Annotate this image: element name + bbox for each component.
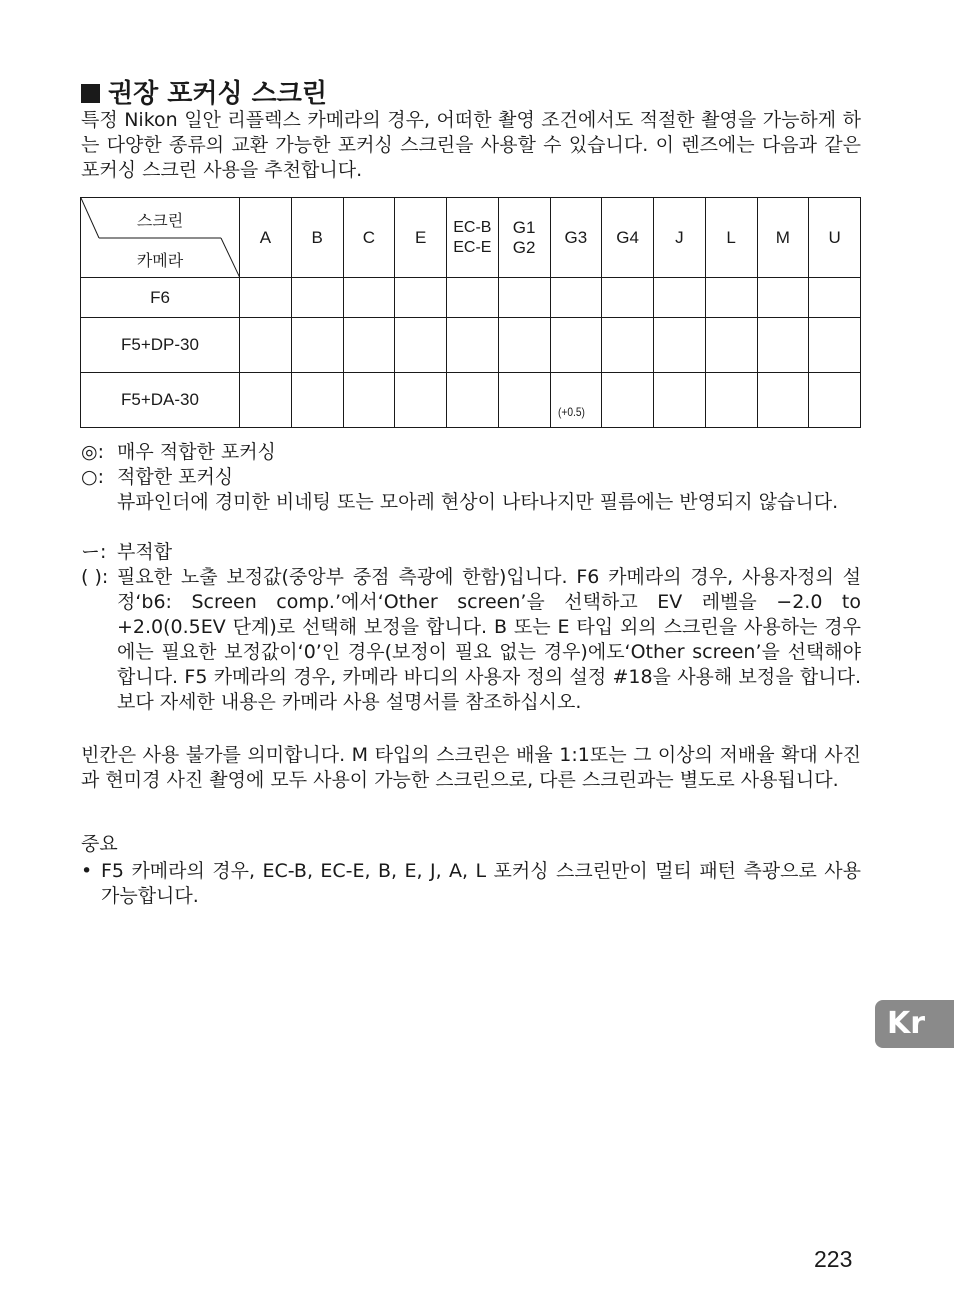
- important-item-text: F5 카메라의 경우, EC-B, EC-E, B, E, J, A, L 포커싱 스크린만이 멀티 패턴 측광으로 사용 가능합니다.: [101, 860, 861, 907]
- table-cell: [291, 318, 343, 373]
- legend-suitable-detail: [81, 490, 861, 540]
- table-cell: [395, 278, 447, 318]
- table-row: [81, 373, 861, 428]
- column-header-ec: [447, 198, 499, 278]
- legend-unsuitable: [81, 540, 861, 565]
- corner-screen-label: 스크린: [136, 211, 184, 230]
- column-header-l: L: [705, 198, 757, 278]
- double-circle-icon: ◎:: [81, 441, 104, 463]
- table-cell: [498, 318, 550, 373]
- dash-icon: ー:: [81, 541, 107, 563]
- table-corner-cell: [81, 198, 240, 278]
- legend-very-suitable-text: 매우 적합한 포커싱: [117, 441, 276, 463]
- column-header-g1g2: [498, 198, 550, 278]
- column-header-e: E: [395, 198, 447, 278]
- table-cell: [395, 318, 447, 373]
- corner-camera-label: 카메라: [136, 251, 184, 270]
- table-cell: [602, 318, 654, 373]
- table-cell: [602, 278, 654, 318]
- column-header-j: J: [654, 198, 706, 278]
- legend-suitable: [81, 465, 861, 490]
- page-number: 223: [814, 1246, 853, 1272]
- language-tab: [875, 1000, 954, 1048]
- table-cell: [343, 318, 395, 373]
- table-cell: [550, 278, 602, 318]
- table-cell: [498, 373, 550, 428]
- circle-icon: ○:: [81, 466, 104, 488]
- section-heading-text: 권장 포커싱 스크린: [108, 79, 328, 109]
- row-label-f6: F6: [81, 278, 240, 318]
- table-cell: [757, 278, 809, 318]
- table-cell: [705, 318, 757, 373]
- table-cell: [291, 373, 343, 428]
- legend-compensation-text: 필요한 노출 보정값(중앙부 중점 측광에 한함)입니다. F6 카메라의 경우, 사용자정의 설정‘b6: Screen comp.’에서‘Other screen’을 선택하고 EV 레벨을 −2.0 to +2.0(0.5EV 단계)로 선택해 보정을 합니다. B 또는 E 타입 외의 스크린을 사용하는 경우에는 필요한 보정값이‘0’인 경우(보정이 필요 없는 경우)에도‘Other screen’을 선택해야 합니다. F5 카메라의 경우, 카메라 바디의 사용자 정의 설정 #18을 사용해 보정을 합니다. 보다 자세한 내용은 카메라 사용 설명서를 참조하십시오.: [117, 566, 861, 713]
- table-cell: [498, 278, 550, 318]
- column-header-ec-b: EC-B: [453, 218, 492, 236]
- table-cell: [809, 278, 861, 318]
- table-cell: [447, 318, 499, 373]
- table-cell: [343, 278, 395, 318]
- column-header-g3: G3: [550, 198, 602, 278]
- column-header-g4: G4: [602, 198, 654, 278]
- row-label-f5-dp30: F5+DP-30: [81, 318, 240, 373]
- table-cell: [291, 278, 343, 318]
- focusing-screen-table: [80, 197, 861, 428]
- table-cell: [550, 318, 602, 373]
- intro-paragraph: 특정 Nikon 일안 리플렉스 카메라의 경우, 어떠한 촬영 조건에서도 적절한 촬영을 가능하게 하는 다양한 종류의 교환 가능한 포커싱 스크린을 사용할 수 있습니다. 이 렌즈에는 다음과 같은 포커싱 스크린 사용을 추천합니다.: [81, 109, 861, 181]
- bullet-icon: •: [81, 860, 93, 882]
- column-header-m: M: [757, 198, 809, 278]
- column-header-ec-e: EC-E: [453, 238, 492, 256]
- column-header-a: A: [240, 198, 292, 278]
- table-cell: [809, 373, 861, 428]
- column-header-b: B: [291, 198, 343, 278]
- row-label-f5-da30: F5+DA-30: [81, 373, 240, 428]
- section-heading: [81, 78, 327, 110]
- table-cell: [705, 373, 757, 428]
- column-header-g1: G1: [512, 217, 536, 237]
- table-cell: [343, 373, 395, 428]
- column-header-g2: G2: [512, 237, 536, 257]
- legend-unsuitable-text: 부적합: [117, 541, 173, 563]
- square-bullet-icon: [81, 84, 100, 103]
- legend-suitable-text: 적합한 포커싱: [117, 466, 234, 488]
- table-cell: [395, 373, 447, 428]
- table-cell-g3-da30: [550, 373, 602, 428]
- table-cell: [654, 318, 706, 373]
- important-item: [81, 859, 861, 909]
- important-title: 중요: [81, 833, 118, 855]
- table-cell: [447, 373, 499, 428]
- compensation-note: (+0.5): [557, 405, 585, 419]
- table-cell: [447, 278, 499, 318]
- table-cell: [757, 373, 809, 428]
- table-header-row: [81, 198, 861, 278]
- legend-suitable-detail-text: 뷰파인더에 경미한 비네팅 또는 모아레 현상이 나타나지만 필름에는 반영되지 않습니다.: [117, 491, 839, 513]
- column-header-u: U: [809, 198, 861, 278]
- column-header-c: C: [343, 198, 395, 278]
- table-cell: [757, 318, 809, 373]
- legend-compensation: [81, 565, 861, 740]
- legend-very-suitable: [81, 440, 861, 465]
- table-cell: [240, 373, 292, 428]
- language-tab-label: Kr: [887, 1006, 926, 1041]
- table-cell: [240, 278, 292, 318]
- table-row: [81, 318, 861, 373]
- table-cell: [705, 278, 757, 318]
- blank-cell-note: 빈칸은 사용 불가를 의미합니다. M 타입의 스크린은 배율 1:1또는 그 이상의 저배율 확대 사진과 현미경 사진 촬영에 모두 사용이 가능한 스크린으로, 다른 스크린과는 별도로 사용됩니다.: [81, 744, 861, 791]
- parenthesis-icon: ( ):: [81, 566, 109, 588]
- table-cell: [809, 318, 861, 373]
- table-cell: [654, 373, 706, 428]
- table-cell: [654, 278, 706, 318]
- table-row: [81, 278, 861, 318]
- table-cell: [240, 318, 292, 373]
- table-cell: [602, 373, 654, 428]
